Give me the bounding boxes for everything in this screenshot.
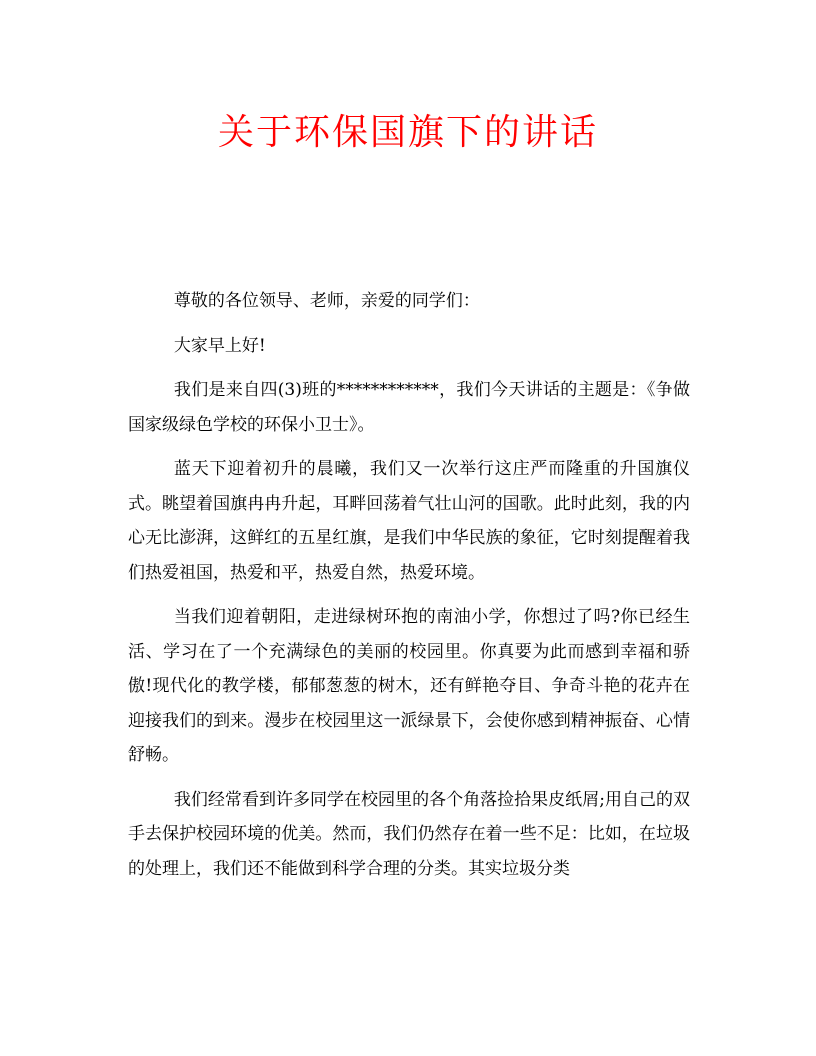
paragraph-greeting: 大家早上好! bbox=[173, 335, 266, 356]
document-body bbox=[128, 284, 690, 896]
paragraph-salutation: 尊敬的各位领导、老师，亲爱的同学们： bbox=[173, 291, 480, 311]
paragraph-garbage: 我们经常看到许多同学在校园里的各个角落捡拾果皮纸屑;用自己的双手去保护校园环境的优美。然而，我们仍然存在着一些不足：比如，在垃圾的处理上，我们还不能做到科学合理的分类。其实垃圾分类 bbox=[128, 789, 690, 879]
paragraph-campus: 当我们迎着朝阳，走进绿树环抱的南油小学，你想过了吗?你已经生活、学习在了一个充满绿色的美丽的校园里。你真要为此而感到幸福和骄傲!现代化的教学楼，郁郁葱葱的树木，还有鲜艳夺目、争奇斗艳的花卉在迎接我们的到来。漫步在校园里这一派绿景下，会使你感到精神振奋、心情舒畅。 bbox=[128, 607, 690, 765]
paragraph-flag-ceremony: 蓝天下迎着初升的晨曦，我们又一次举行这庄严而隆重的升国旗仪式。眺望着国旗冉冉升起，耳畔回荡着气壮山河的国歌。此时此刻，我的内心无比澎湃，这鲜红的五星红旗，是我们中华民族的象征，它时刻提醒着我们热爱祖国，热爱和平，热爱自然，热爱环境。 bbox=[128, 459, 690, 583]
document-title: 关于环保国旗下的讲话 bbox=[217, 112, 598, 153]
paragraph-introduction: 我们是来自四(3)班的************，我们今天讲话的主题是：《争做国家级绿色学校的环保小卫士》。 bbox=[128, 380, 690, 435]
